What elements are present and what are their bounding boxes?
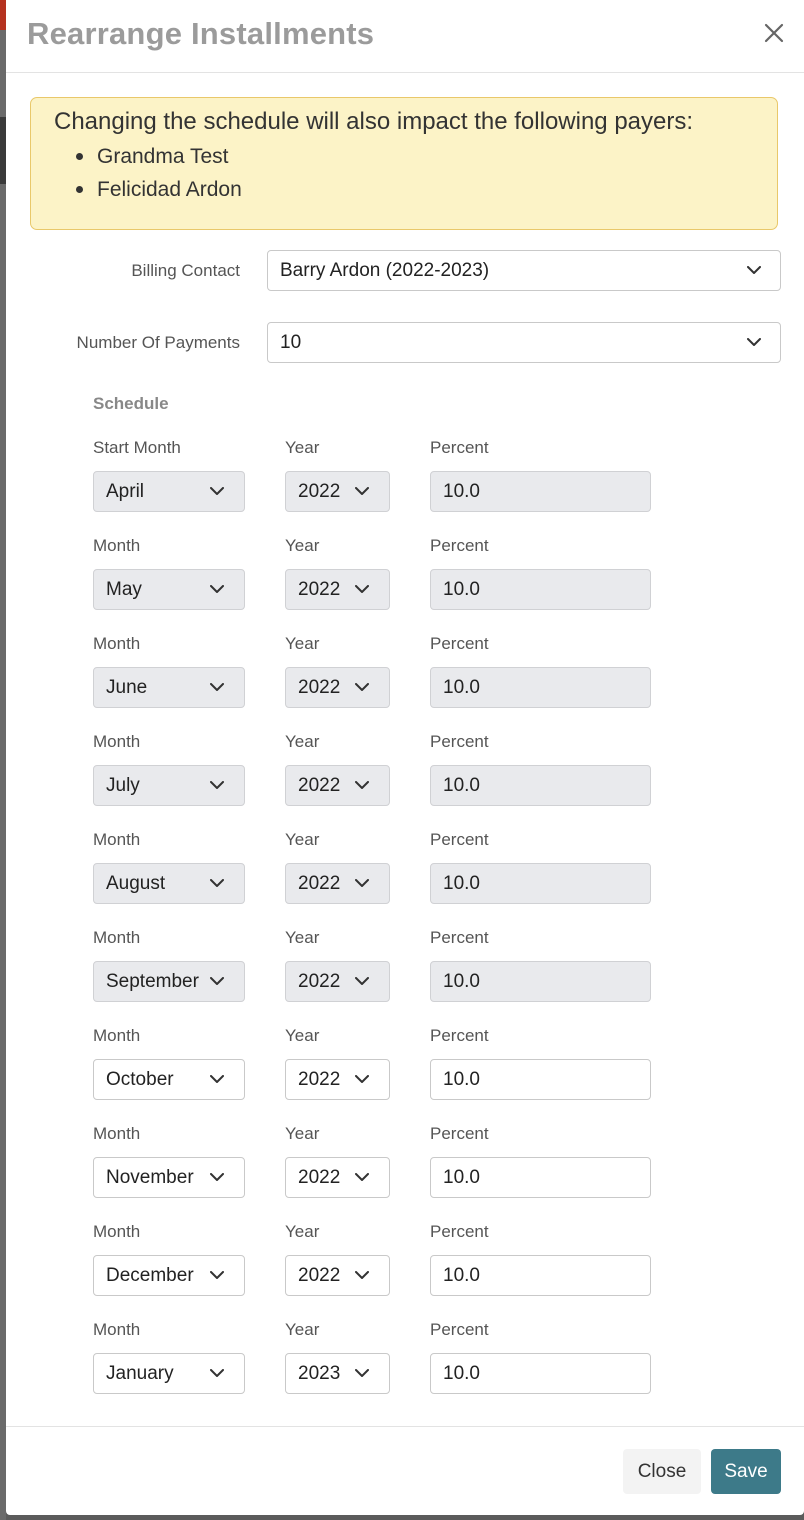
payer-name: Felicidad Ardon [97,178,242,201]
chevron-down-icon [210,1369,224,1378]
chevron-down-icon [355,1173,369,1182]
percent-label: Percent [430,1222,489,1241]
year-label: Year [285,438,320,457]
chevron-down-icon [355,585,369,594]
close-icon[interactable] [761,20,787,46]
chevron-down-icon [355,1271,369,1280]
percent-input [430,471,651,512]
year-value: 2022 [298,579,341,600]
month-label: Month [93,1222,141,1241]
percent-value: 10.0 [443,775,480,796]
month-value: January [106,1363,174,1384]
year-value: 2023 [298,1363,341,1384]
payers-list [54,140,777,206]
year-label: Year [285,1026,320,1045]
chevron-down-icon [210,683,224,692]
percent-input [430,863,651,904]
save-button[interactable]: Save [711,1449,781,1494]
percent-input[interactable] [430,1255,651,1296]
chevron-down-icon [210,487,224,496]
year-value: 2022 [298,1069,341,1090]
year-label: Year [285,1320,320,1339]
schedule-heading: Schedule [93,394,169,413]
billing-contact-value: Barry Ardon (2022-2023) [280,260,490,281]
month-select[interactable] [93,1255,245,1296]
percent-input [430,569,651,610]
chevron-down-icon [355,487,369,496]
year-select[interactable] [285,1353,390,1394]
chevron-down-icon [355,1075,369,1084]
year-label: Year [285,634,320,653]
chevron-down-icon [210,1173,224,1182]
month-value: August [106,873,166,894]
percent-input [430,667,651,708]
percent-input [430,961,651,1002]
year-select[interactable] [285,1255,390,1296]
percent-label: Percent [430,928,489,947]
month-select [93,863,245,904]
close-button[interactable]: Close [623,1449,701,1494]
chevron-down-icon [210,977,224,986]
year-select[interactable] [285,1157,390,1198]
year-label: Year [285,928,320,947]
percent-input[interactable] [430,1059,651,1100]
percent-value: 10.0 [443,1363,480,1384]
modal-header [6,0,804,73]
percent-label: Percent [430,830,489,849]
percent-input[interactable] [430,1157,651,1198]
rearrange-installments-modal [6,0,804,1515]
chevron-down-icon [355,683,369,692]
chevron-down-icon [747,338,761,347]
chevron-down-icon [210,585,224,594]
percent-value: 10.0 [443,677,480,698]
month-value: July [106,775,140,796]
percent-label: Percent [430,1124,489,1143]
year-value: 2022 [298,775,341,796]
month-value: December [106,1265,194,1286]
month-select [93,961,245,1002]
year-select [285,765,390,806]
month-select[interactable] [93,1353,245,1394]
month-label: Month [93,1124,141,1143]
month-value: November [106,1167,194,1188]
chevron-down-icon [747,266,761,275]
year-select[interactable] [285,1059,390,1100]
number-of-payments-label: Number Of Payments [76,333,240,352]
chevron-down-icon [210,879,224,888]
month-label: Start Month [93,438,181,457]
month-select[interactable] [93,1059,245,1100]
percent-value: 10.0 [443,1069,480,1090]
percent-input [430,765,651,806]
year-select [285,667,390,708]
year-label: Year [285,536,320,555]
year-value: 2022 [298,481,341,502]
alert-message: Changing the schedule will also impact the following payers: [54,108,694,135]
payer-item [54,140,777,173]
month-value: May [106,579,142,600]
year-value: 2022 [298,1265,341,1286]
chevron-down-icon [210,781,224,790]
modal-footer [6,1426,804,1515]
year-select [285,569,390,610]
chevron-down-icon [355,1369,369,1378]
year-select [285,471,390,512]
chevron-down-icon [210,1075,224,1084]
percent-label: Percent [430,1026,489,1045]
percent-value: 10.0 [443,579,480,600]
chevron-down-icon [355,781,369,790]
chevron-down-icon [210,1271,224,1280]
percent-label: Percent [430,1320,489,1339]
month-label: Month [93,634,141,653]
month-select[interactable] [93,1157,245,1198]
year-label: Year [285,1222,320,1241]
percent-value: 10.0 [443,1265,480,1286]
month-label: Month [93,928,141,947]
month-value: June [106,677,148,698]
percent-value: 10.0 [443,1167,480,1188]
year-value: 2022 [298,873,341,894]
percent-label: Percent [430,536,489,555]
month-label: Month [93,536,141,555]
chevron-down-icon [355,977,369,986]
month-value: September [106,971,199,992]
month-label: Month [93,732,141,751]
bullet-icon [76,153,83,160]
year-label: Year [285,732,320,751]
payers-warning-alert [30,97,778,230]
percent-input[interactable] [430,1353,651,1394]
year-value: 2022 [298,1167,341,1188]
month-value: October [106,1069,174,1090]
month-label: Month [93,1320,141,1339]
percent-value: 10.0 [443,971,480,992]
year-label: Year [285,1124,320,1143]
month-value: April [106,481,145,502]
year-select [285,863,390,904]
percent-value: 10.0 [443,873,480,894]
year-label: Year [285,830,320,849]
bullet-icon [76,186,83,193]
number-of-payments-select[interactable] [267,322,781,363]
month-select [93,471,245,512]
number-of-payments-value: 10 [280,332,302,353]
year-value: 2022 [298,677,341,698]
percent-label: Percent [430,732,489,751]
month-label: Month [93,1026,141,1045]
month-select [93,667,245,708]
modal-title: Rearrange Installments [27,16,375,51]
year-value: 2022 [298,971,341,992]
month-select [93,569,245,610]
percent-label: Percent [430,438,489,457]
payer-name: Grandma Test [97,145,229,168]
month-label: Month [93,830,141,849]
percent-label: Percent [430,634,489,653]
month-select [93,765,245,806]
payer-item [54,173,777,206]
chevron-down-icon [355,879,369,888]
billing-contact-select[interactable] [267,250,781,291]
year-select [285,961,390,1002]
billing-contact-label: Billing Contact [131,261,240,280]
percent-value: 10.0 [443,481,480,502]
